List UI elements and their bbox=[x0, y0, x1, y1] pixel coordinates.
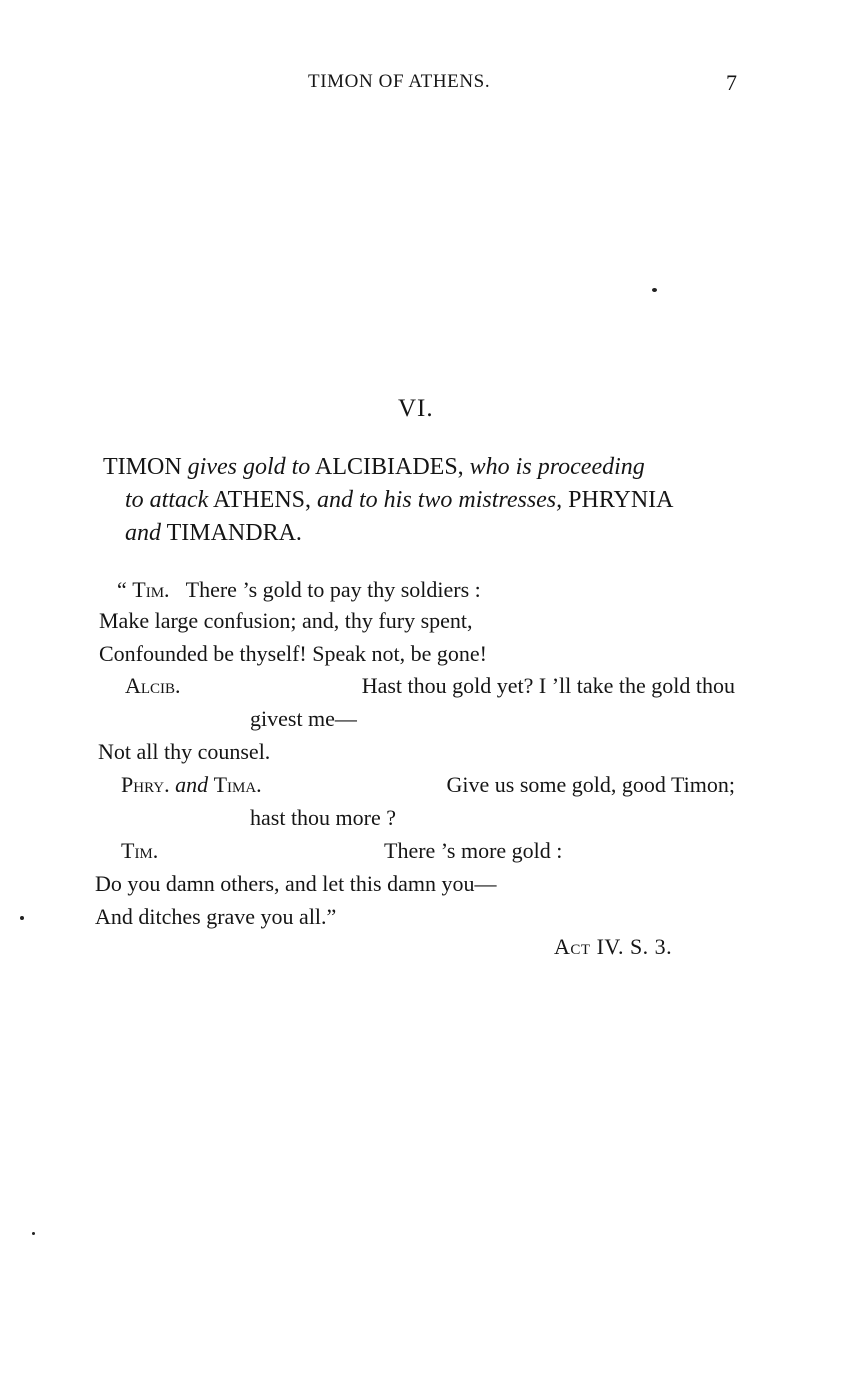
verse-line: Confounded be thyself! Speak not, be gone! bbox=[99, 641, 487, 666]
running-title: TIMON OF ATHENS. bbox=[308, 71, 491, 92]
verse-text: Give us some gold, good Timon; bbox=[446, 772, 735, 797]
speaker-tag: Phry. bbox=[121, 772, 170, 797]
verse-line: givest me— bbox=[250, 706, 357, 731]
paper-speck bbox=[20, 916, 24, 920]
verse-line: And ditches grave you all.” bbox=[95, 904, 337, 929]
caption-line-1 bbox=[103, 454, 645, 481]
verse-line: hast thou more ? bbox=[250, 805, 397, 830]
caption-line-3 bbox=[125, 520, 302, 547]
caption-name-timon: TIMON bbox=[103, 454, 182, 480]
speaker-tag: Tima. bbox=[213, 772, 262, 797]
open-quote: “ bbox=[117, 577, 127, 602]
caption-text: and to his two mistresses, bbox=[317, 487, 563, 513]
verse-line: There ’s more gold : bbox=[384, 838, 563, 863]
verse-line: Do you damn others, and let this damn you— bbox=[95, 871, 497, 896]
caption-text: to attack bbox=[125, 487, 209, 513]
speaker-tag: Alcib. bbox=[125, 673, 181, 698]
speaker-tag: Tim. bbox=[132, 577, 170, 602]
caption-text: gives gold to bbox=[187, 454, 311, 480]
verse-line bbox=[117, 577, 481, 603]
caption-name-athens: ATHENS, bbox=[213, 487, 312, 513]
speaker-conjunction: and bbox=[175, 772, 209, 797]
caption-name-alcibiades: ALCIBIADES, bbox=[315, 454, 464, 480]
page-number: 7 bbox=[726, 70, 737, 95]
paper-speck bbox=[32, 1232, 35, 1235]
verse-line bbox=[125, 673, 735, 699]
verse-text: Hast thou gold yet? I ’ll take the gold thou bbox=[361, 673, 735, 698]
caption-name-timandra: TIMANDRA. bbox=[166, 520, 302, 546]
caption-line-2 bbox=[125, 487, 674, 514]
verse-line: Make large confusion; and, thy fury spent, bbox=[99, 608, 473, 633]
verse-line bbox=[121, 772, 735, 798]
plate-number: VI. bbox=[398, 395, 434, 422]
caption-text: and bbox=[125, 520, 161, 546]
act-scene-number: IV. S. 3. bbox=[590, 934, 673, 959]
verse-text: There ’s gold to pay thy soldiers : bbox=[185, 577, 481, 602]
speaker-tag: Tim. bbox=[121, 838, 159, 863]
act-label: Act bbox=[554, 934, 591, 959]
paper-speck bbox=[652, 288, 657, 292]
caption-name-phrynia: PHRYNIA bbox=[568, 487, 674, 513]
act-scene-citation bbox=[554, 934, 672, 960]
caption-text: who is proceeding bbox=[469, 454, 645, 480]
verse-line: Not all thy counsel. bbox=[98, 739, 271, 764]
